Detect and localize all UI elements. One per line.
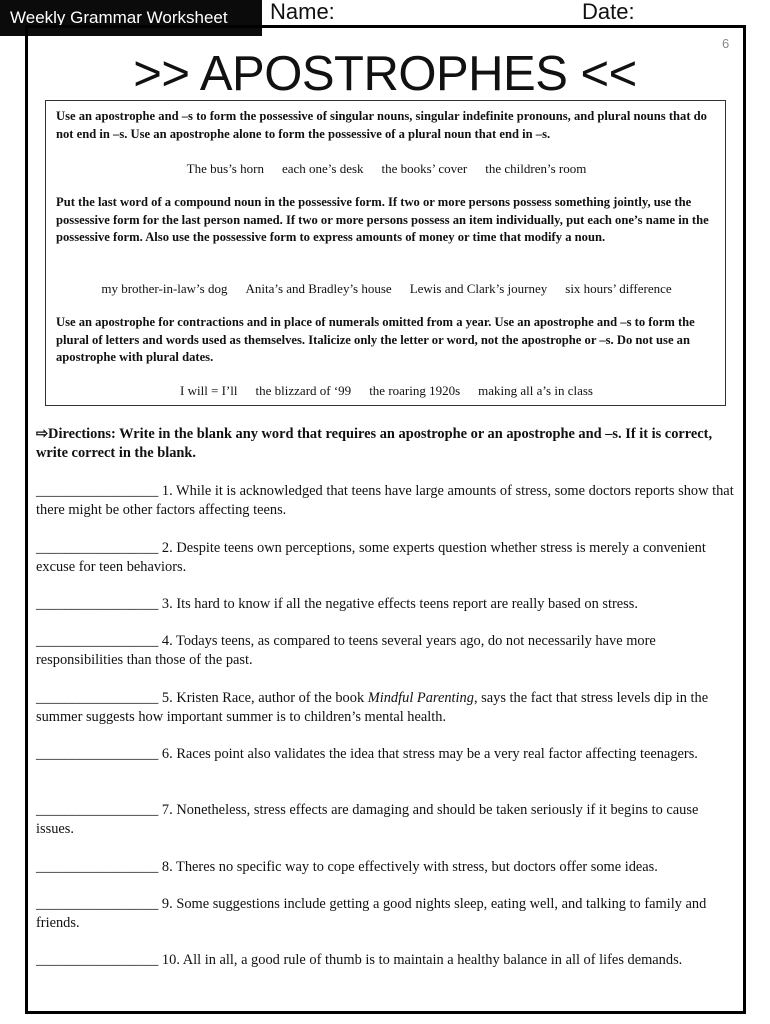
question-item <box>36 595 736 614</box>
rule-examples <box>46 383 727 399</box>
question-text: , says the fact that stress levels dip in the summer suggests how important summer is to children’s mental health. <box>36 690 709 725</box>
answer-blank[interactable]: _________________ <box>36 802 159 818</box>
directions: ⇨Directions: Write in the blank any word that requires an apostrophe or an apostrophe and –s. If it is correct, write correct in the blank. <box>36 426 713 461</box>
question-text: 8. Theres no specific way to cope effectively with stress, but doctors offer some ideas. <box>158 859 658 875</box>
question-text: 2. Despite teens own perceptions, some experts question whether stress is merely a convenient excuse for teen behaviors. <box>36 540 706 575</box>
question-item <box>36 895 736 932</box>
question-text: 3. Its hard to know if all the negative effects teens report are really based on stress. <box>158 596 638 612</box>
question-item <box>36 801 736 838</box>
answer-blank[interactable]: _________________ <box>36 690 159 706</box>
example: Anita’s and Bradley’s house <box>245 281 392 296</box>
rule-examples <box>46 281 727 297</box>
question-text: 7. Nonetheless, stress effects are damaging and should be taken seriously if it begins to cause issues. <box>36 802 699 837</box>
question-text: 1. While it is acknowledged that teens have large amounts of stress, some doctors reports show that there might be other factors affecting teens. <box>36 483 734 518</box>
answer-blank[interactable]: _________________ <box>36 859 159 875</box>
question-item <box>36 858 736 877</box>
example: the children’s room <box>485 161 587 176</box>
question-item <box>36 951 736 970</box>
example: each one’s desk <box>281 161 364 176</box>
question-item <box>36 632 736 669</box>
date-label: Date: <box>582 0 635 24</box>
rule-examples <box>46 161 727 177</box>
question-text: 9. Some suggestions include getting a good nights sleep, eating well, and talking to family and friends. <box>36 896 707 931</box>
answer-blank[interactable]: _________________ <box>36 540 159 556</box>
rule-text: Put the last word of a compound noun in the possessive form. If two or more persons possess something jointly, use the possessive form for the last person named. If two or more persons possess an item individually, put each one’s name in the possessive form. Also use the possessive form to express amounts of money or time that modify a noun. <box>56 195 709 244</box>
rule-text: Use an apostrophe for contractions and in place of numerals omitted from a year. Use an apostrophe and –s to form the plural of letters and words used as themselves. Italicize only the letter or word, not the apostrophe or –s. Do not use an apostrophe with plural dates. <box>56 315 695 364</box>
question-text: 6. Races point also validates the idea that stress may be a very real factor affecting teenagers. <box>158 746 698 762</box>
page-title: >> APOSTROPHES << <box>133 47 637 101</box>
rule-text: Use an apostrophe and –s to form the possessive of singular nouns, singular indefinite pronouns, and plural nouns that do not end in –s. Use an apostrophe alone to form the possessive of a plural noun that end in –s. <box>56 109 707 141</box>
example: I will = I’ll <box>180 383 238 398</box>
question-item <box>36 745 736 764</box>
example: six hours’ difference <box>565 281 672 296</box>
question-text: 4. Todays teens, as compared to teens several years ago, do not necessarily have more responsibilities than those of the past. <box>36 633 656 668</box>
example: The bus’s horn <box>186 161 264 176</box>
question-item <box>36 482 736 519</box>
rules-box <box>45 100 726 406</box>
worksheet-tag: Weekly Grammar Worksheet <box>0 0 262 36</box>
example: the blizzard of ‘99 <box>255 383 352 398</box>
answer-blank[interactable]: _________________ <box>36 633 159 649</box>
answer-blank[interactable]: _________________ <box>36 952 159 968</box>
page-number: 6 <box>722 36 730 51</box>
question-item <box>36 689 736 726</box>
example: Lewis and Clark’s journey <box>409 281 548 296</box>
answer-blank[interactable]: _________________ <box>36 896 159 912</box>
question-text: 10. All in all, a good rule of thumb is to maintain a healthy balance in all of lifes demands. <box>158 952 683 968</box>
example: the roaring 1920s <box>369 383 461 398</box>
answer-blank[interactable]: _________________ <box>36 483 159 499</box>
example: the books’ cover <box>381 161 468 176</box>
answer-blank[interactable]: _________________ <box>36 596 159 612</box>
question-text: 5. Kristen Race, author of the book <box>158 690 368 706</box>
example: my brother-in-law’s dog <box>101 281 228 296</box>
name-label: Name: <box>270 0 335 24</box>
example: making all a’s in class <box>478 383 593 398</box>
question-item <box>36 539 736 576</box>
answer-blank[interactable]: _________________ <box>36 746 159 762</box>
book-title: Mindful Parenting <box>367 690 474 706</box>
